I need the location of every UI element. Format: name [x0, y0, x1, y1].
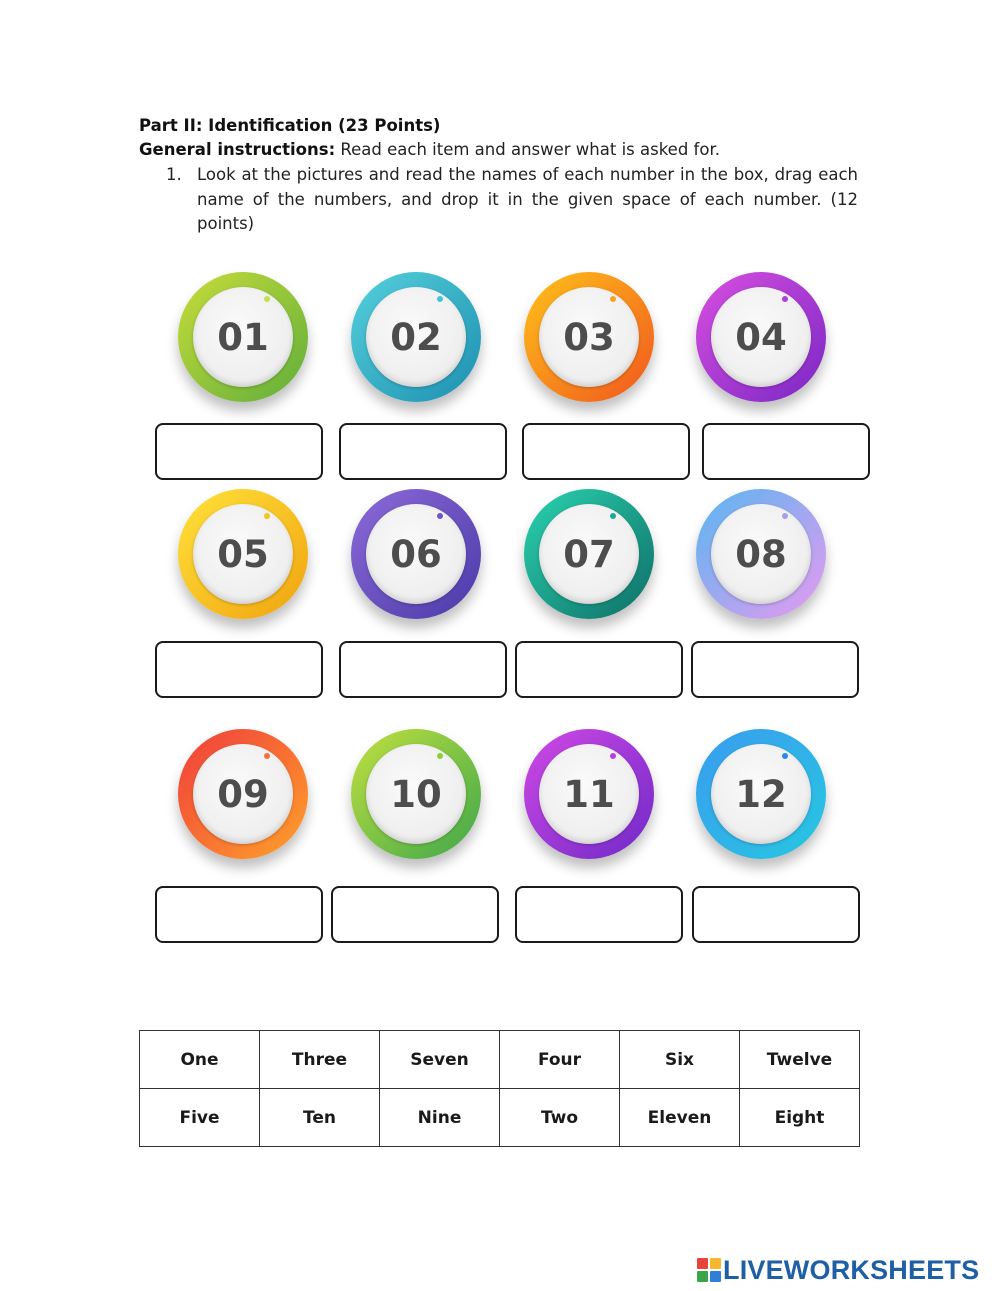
badge-label: 11 [563, 772, 615, 816]
number-badge-06 [351, 489, 481, 619]
number-badge-09 [178, 729, 308, 859]
badge-label: 07 [563, 532, 615, 576]
word-option[interactable]: Nine [380, 1089, 500, 1147]
instructions-text: Read each item and answer what is asked for. [335, 140, 720, 159]
answer-box-11[interactable] [515, 886, 683, 943]
number-badge-03 [524, 272, 654, 402]
answer-box-10[interactable] [331, 886, 499, 943]
badge-dot [610, 753, 616, 759]
word-bank-table [139, 1030, 860, 1147]
word-option[interactable]: Three [260, 1031, 380, 1089]
badge-dot [610, 296, 616, 302]
word-option[interactable]: Four [500, 1031, 620, 1089]
badge-dot [264, 753, 270, 759]
badge-label: 08 [735, 532, 787, 576]
answer-box-09[interactable] [155, 886, 323, 943]
badge-label: 05 [217, 532, 269, 576]
logo-text: LIVEWORKSHEETS [723, 1254, 980, 1285]
answer-box-05[interactable] [155, 641, 323, 698]
badge-dot [437, 753, 443, 759]
badge-label: 09 [217, 772, 269, 816]
badge-label: 02 [390, 315, 442, 359]
badge-label: 04 [735, 315, 787, 359]
number-badge-02 [351, 272, 481, 402]
word-bank-row [140, 1031, 860, 1089]
section-title: Part II: Identification (23 Points) [139, 116, 441, 135]
badge-dot [782, 513, 788, 519]
badge-dot [264, 513, 270, 519]
number-badge-11 [524, 729, 654, 859]
answer-box-12[interactable] [692, 886, 860, 943]
number-badge-07 [524, 489, 654, 619]
answer-box-02[interactable] [339, 423, 507, 480]
item-text: Look at the pictures and read the names of each number in the box, drag each name of the numbers, and drop it in the given space of each number. (12 points) [197, 165, 858, 233]
number-badge-05 [178, 489, 308, 619]
badge-dot [782, 753, 788, 759]
item-number: 1. [166, 165, 182, 184]
badge-dot [264, 296, 270, 302]
general-instructions [139, 140, 859, 159]
word-option[interactable]: One [140, 1031, 260, 1089]
word-option[interactable]: Ten [260, 1089, 380, 1147]
badge-label: 01 [217, 315, 269, 359]
word-option[interactable]: Two [500, 1089, 620, 1147]
instructions-label: General instructions: [139, 140, 336, 159]
word-option[interactable]: Eleven [620, 1089, 740, 1147]
word-option[interactable]: Seven [380, 1031, 500, 1089]
answer-box-08[interactable] [691, 641, 859, 698]
word-option[interactable]: Five [140, 1089, 260, 1147]
badge-label: 12 [735, 772, 787, 816]
number-badge-10 [351, 729, 481, 859]
answer-box-04[interactable] [702, 423, 870, 480]
answer-box-03[interactable] [522, 423, 690, 480]
answer-box-01[interactable] [155, 423, 323, 480]
badge-label: 03 [563, 315, 615, 359]
liveworksheets-logo [697, 1256, 979, 1284]
word-option[interactable]: Twelve [740, 1031, 860, 1089]
badge-label: 06 [390, 532, 442, 576]
badge-dot [782, 296, 788, 302]
answer-box-06[interactable] [339, 641, 507, 698]
number-badge-04 [696, 272, 826, 402]
badge-label: 10 [390, 772, 442, 816]
number-badge-08 [696, 489, 826, 619]
badge-dot [437, 513, 443, 519]
badge-dot [610, 513, 616, 519]
word-option[interactable]: Eight [740, 1089, 860, 1147]
word-option[interactable]: Six [620, 1031, 740, 1089]
logo-mark-icon [697, 1258, 721, 1282]
word-bank-row [140, 1089, 860, 1147]
number-badge-01 [178, 272, 308, 402]
badge-dot [437, 296, 443, 302]
answer-box-07[interactable] [515, 641, 683, 698]
number-badge-12 [696, 729, 826, 859]
